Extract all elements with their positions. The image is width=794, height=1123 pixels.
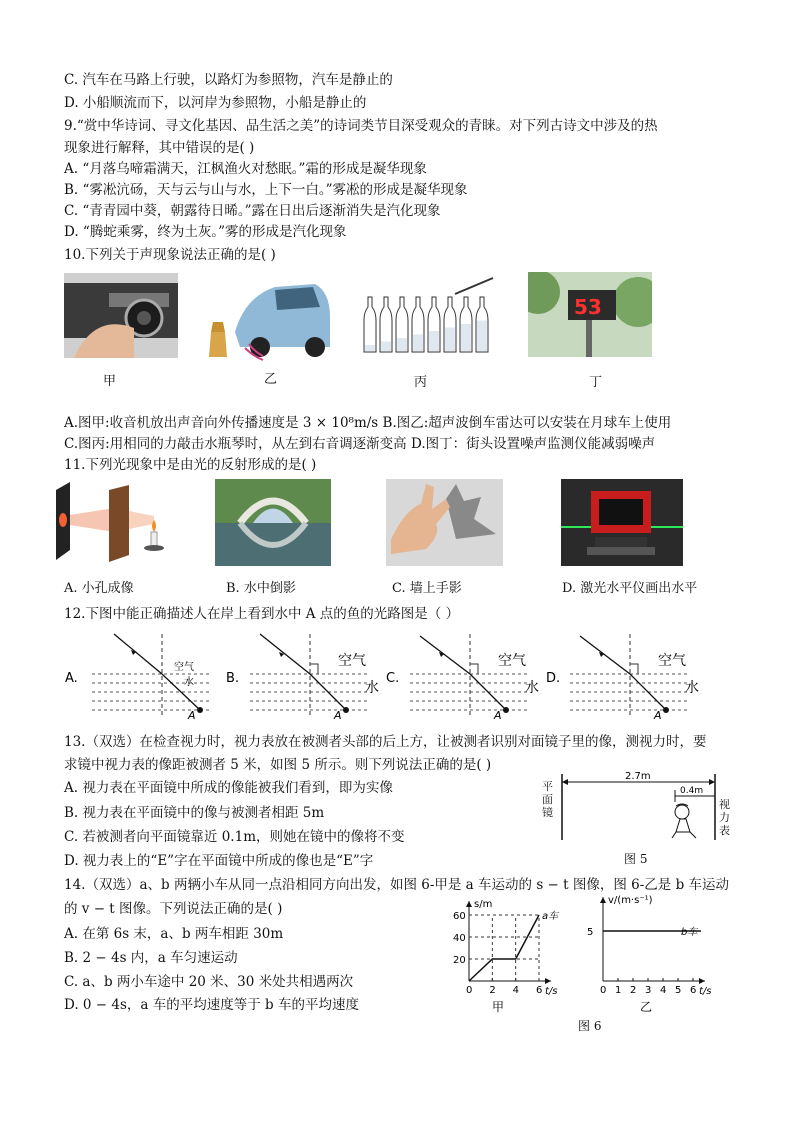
q9-option-c: C. “青青园中葵，朝露待日晞。”露在日出后逐渐消失是汽化现象 xyxy=(64,203,441,219)
q14-option-a: A. 在第 6s 末，a、b 两车相距 30m xyxy=(64,926,284,942)
option-label: D. xyxy=(546,671,561,686)
q8-option-c: C. 汽车在马路上行驶，以路灯为参照物，汽车是静止的 xyxy=(64,72,393,88)
point-a-label: A xyxy=(654,709,662,722)
x-tick-label: 2 xyxy=(630,985,637,996)
chart-b-vt xyxy=(585,893,720,1018)
x-tick-label: 5 xyxy=(675,985,682,996)
point-a-label: A xyxy=(494,709,502,722)
q14-option-d: D. 0 − 4s，a 车的平均速度等于 b 车的平均速度 xyxy=(64,997,359,1013)
light-ray xyxy=(420,636,506,710)
fig10-label-yi: 乙 xyxy=(264,372,278,387)
car-radar-photo xyxy=(205,272,333,362)
right-angle-mark xyxy=(630,664,638,674)
bottle-water xyxy=(445,328,455,352)
air-label: 空气 xyxy=(498,653,526,669)
q11-option-d: D. 激光水平仪画出水平 xyxy=(562,581,698,596)
fig5-caption: 图 5 xyxy=(624,852,648,866)
water-label: 水 xyxy=(365,680,379,696)
q14-option-c: C. a、b 两小车途中 20 米、30 米处共相遇两次 xyxy=(64,974,354,990)
light-ray xyxy=(260,634,346,710)
chart-a-caption: 甲 xyxy=(492,1000,505,1014)
x-tick-label: 0 xyxy=(466,985,473,996)
fig5-small-distance: 0.4m xyxy=(680,786,704,796)
q13-option-d: D. 视力表上的“E”字在平面镜中所成的像也是“E”字 xyxy=(64,853,374,869)
hand-shadow-photo xyxy=(386,479,503,566)
water-bottles-figure xyxy=(360,272,495,357)
series-a-line xyxy=(469,915,539,981)
x-tick-label: 0 xyxy=(600,985,607,996)
option-label: A. xyxy=(65,671,78,686)
x-tick-label: 6 xyxy=(690,985,697,996)
fig5-distance: 2.7m xyxy=(625,772,651,782)
q11-option-a: A. 小孔成像 xyxy=(64,581,134,596)
y-tick-label: 60 xyxy=(453,911,466,922)
option-label: C. xyxy=(386,671,400,686)
q11-option-b: B. 水中倒影 xyxy=(226,581,296,596)
right-angle-mark xyxy=(470,664,478,674)
series-b-label: b车 xyxy=(681,927,698,938)
q9-option-b: B. “雾凇沆砀，天与云与山与水，上下一白。”雾凇的形成是凝华现象 xyxy=(64,182,468,198)
option-label: B. xyxy=(226,671,240,686)
fig10-label-bing: 丙 xyxy=(414,375,428,390)
q9-option-d: D. “腾蛇乘雾，终为土灰。”雾的形成是汽化现象 xyxy=(64,224,347,240)
q13-stem-1: 13.（双选）在检查视力时，视力表放在被测者头部的后上方，让被测者识别对面镜子里的像，测视力时，要 xyxy=(64,734,707,750)
q8-option-d: D. 小船顺流而下，以河岸为参照物，小船是静止的 xyxy=(64,95,367,111)
bottle-water xyxy=(413,335,423,352)
q13-option-c: C. 若被测者向平面镜靠近 0.1m，则她在镜中的像将不变 xyxy=(64,829,405,845)
x-tick-label: 1 xyxy=(615,985,622,996)
water-label: 水 xyxy=(525,680,539,696)
right-angle-mark xyxy=(310,664,318,674)
point-a-label: A xyxy=(334,709,342,722)
fig5-mirror-label: 平面镜 xyxy=(542,780,553,819)
x-tick-label: 3 xyxy=(645,985,652,996)
point-a-label: A xyxy=(188,709,196,722)
x-tick-label: 6 xyxy=(536,985,543,996)
chart-a-st xyxy=(444,893,569,1018)
q11-stem: 11.下列光现象中是由光的反射形成的是( ) xyxy=(64,457,317,473)
striker-stick xyxy=(455,278,493,294)
bottle-water xyxy=(365,345,375,351)
air-label: 空气 xyxy=(338,653,366,669)
y-axis-label: v/(m·s⁻¹) xyxy=(608,895,653,906)
laser-level-photo xyxy=(561,479,683,566)
y-arrow xyxy=(466,901,472,907)
bridge-reflection-photo xyxy=(215,479,331,566)
y-tick-label: 40 xyxy=(453,933,466,944)
air-label: 空气 xyxy=(658,653,686,669)
q12-stem: 12.下图中能正确描述人在岸上看到水中 A 点的鱼的光路图是（ ） xyxy=(64,606,460,622)
water-label: 水 xyxy=(184,677,194,688)
x-arrow xyxy=(699,978,705,984)
fig6-caption: 图 6 xyxy=(578,1019,602,1033)
radio-photo xyxy=(64,273,178,358)
y-axis-label: s/m xyxy=(474,899,493,910)
bottle-water xyxy=(461,324,471,351)
x-arrow xyxy=(545,978,551,984)
q14-stem-1: 14.（双选）a、b 两辆小车从同一点沿相同方向出发，如图 6-甲是 a 车运动的 s − t 图像，图 6-乙是 b 车运动 xyxy=(64,877,730,893)
bottle xyxy=(364,297,376,352)
q10-options-ab: A.图甲:收音机放出声音向外传播速度是 3 × 10⁸m/s B.图乙:超声波倒车雷达可以安装在月球车上使用 xyxy=(64,415,672,431)
air-label: 空气 xyxy=(174,662,194,673)
q9-option-a: A. “月落乌啼霜满天，江枫渔火对愁眠。”霜的形成是凝华现象 xyxy=(64,161,427,177)
bottle-water xyxy=(397,338,407,351)
fig5-chart-label: 视力表 xyxy=(719,798,730,837)
q14-option-b: B. 2 − 4s 内，a 车匀速运动 xyxy=(64,950,238,966)
bottle-water xyxy=(381,342,391,352)
y-tick-label: 20 xyxy=(453,955,466,966)
q10-stem: 10.下列关于声现象说法正确的是( ) xyxy=(64,247,276,263)
x-axis-label: t/s xyxy=(545,986,558,997)
q9-stem-1: 9.“赏中华诗词、寻文化基因、品生活之美”的诗词类节目深受观众的青睐。对下列古诗文中涉及的热 xyxy=(64,118,658,134)
chart-b-caption: 乙 xyxy=(640,1000,653,1014)
q13-option-b: B. 视力表在平面镜中的像与被测者相距 5m xyxy=(64,805,325,821)
x-tick-label: 4 xyxy=(660,985,667,996)
refraction-diagrams xyxy=(62,630,722,725)
x-tick-label: 4 xyxy=(512,985,520,996)
series-a-label: a车 xyxy=(542,911,559,922)
x-axis-label: t/s xyxy=(699,986,712,997)
bottle-water xyxy=(429,331,439,351)
q9-stem-2: 现象进行解释，其中错误的是( ) xyxy=(64,140,255,156)
light-ray xyxy=(580,636,666,710)
x-tick-label: 2 xyxy=(489,985,496,996)
fig10-label-jia: 甲 xyxy=(103,374,117,389)
fig10-label-ding: 丁 xyxy=(589,375,603,390)
q10-options-cd: C.图丙:用相同的力敲击水瓶琴时，从左到右音调逐渐变高 D.图丁：街头设置噪声监测仪能减弱噪声 xyxy=(64,436,656,452)
q11-option-c: C. 墙上手影 xyxy=(392,581,462,596)
noise-monitor-photo xyxy=(528,272,652,357)
pinhole-figure xyxy=(54,480,169,565)
y-arrow xyxy=(600,897,606,903)
y-tick-label: 5 xyxy=(587,927,594,938)
q13-stem-2: 求镜中视力表的像距被测者 5 米，如图 5 所示。则下列说法正确的是( ) xyxy=(64,757,492,773)
water-label: 水 xyxy=(685,680,699,696)
q14-stem-2: 的 v − t 图像。下列说法正确的是( ) xyxy=(64,901,283,917)
bottle-water xyxy=(477,321,487,352)
q13-option-a: A. 视力表在平面镜中所成的像能被我们看到，即为实像 xyxy=(64,780,393,796)
noise-display-value: 53 xyxy=(574,295,602,319)
